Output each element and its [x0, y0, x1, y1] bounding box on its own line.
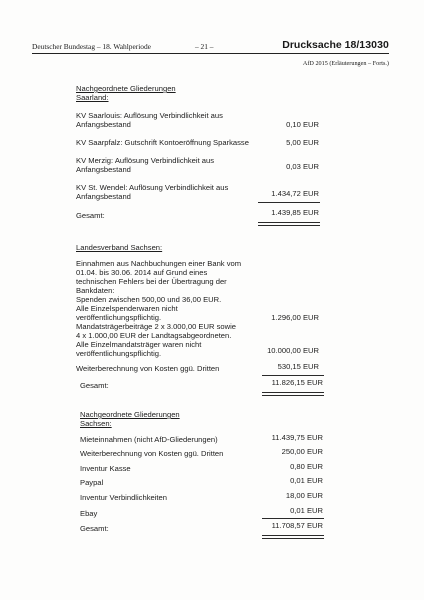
sachsen-lv-amount-1: 1.296,00 EUR: [271, 313, 319, 322]
sachsen-ng-item-6-label: Ebay: [80, 509, 98, 518]
sachsen-lv-text-6: Alle Einzelspenderwaren nicht: [76, 304, 178, 313]
sachsen-lv-heading: Landesverband Sachsen:: [76, 243, 163, 252]
document-number-value: 13030: [359, 39, 389, 51]
saarland-total-amount: 1.439,85 EUR: [271, 208, 319, 217]
sachsen-ng-heading: Nachgeordnete Gliederungen: [80, 410, 180, 419]
saarland-total-label: Gesamt:: [76, 211, 105, 220]
sachsen-ng-item-3-amount: 0,80 EUR: [290, 462, 323, 471]
sachsen-lv-text-5: Spenden zwischen 500,00 und 36,00 EUR.: [76, 295, 222, 304]
sachsen-lv-text-2: 01.04. bis 30.06. 2014 auf Grund eines: [76, 268, 208, 277]
sachsen-lv-text-10: Alle Einzelmandatsträger waren nicht: [76, 340, 202, 349]
saarland-total-double-rule: [258, 222, 320, 226]
sachsen-ng-total-double-rule: [262, 535, 324, 539]
sachsen-ng-item-1-label: Mieteinnahmen (nicht AfD-Gliederungen): [80, 435, 218, 444]
sachsen-lv-total-label: Gesamt:: [80, 381, 109, 390]
saarland-subheading: Saarland:: [76, 93, 109, 102]
saarland-item-3-line-2: Anfangsbestand: [76, 165, 131, 174]
saarland-item-4-line-2: Anfangsbestand: [76, 192, 131, 201]
sachsen-lv-sum-rule: [262, 375, 324, 376]
saarland-item-1-amount: 0,10 EUR: [286, 120, 319, 129]
saarland-heading: Nachgeordnete Gliederungen: [76, 84, 176, 93]
section-subheader: AfD 2015 (Erläuterungen – Forts.): [302, 60, 389, 67]
sachsen-lv-total-double-rule: [262, 392, 324, 396]
sachsen-lv-amount-2: 10.000,00 EUR: [267, 346, 319, 355]
sachsen-lv-text-1: Einnahmen aus Nachbuchungen einer Bank vom: [76, 259, 242, 268]
sachsen-ng-item-4-label: Paypal: [80, 478, 104, 487]
sachsen-ng-subheading: Sachsen:: [80, 419, 112, 428]
sachsen-ng-item-6-amount: 0,01 EUR: [290, 506, 323, 515]
document-number-prefix: Drucksache 18/: [282, 39, 360, 51]
sachsen-ng-item-5-label: Inventur Verbindlichkeiten: [80, 493, 167, 502]
sachsen-lv-text-7: veröffentlichungspflichtig.: [76, 313, 162, 322]
header-parliament: Deutscher Bundestag – 18. Wahlperiode: [32, 42, 151, 51]
saarland-item-4-amount: 1.434,72 EUR: [271, 189, 319, 198]
sachsen-ng-sum-rule: [262, 518, 324, 519]
saarland-item-4-line-1: KV St. Wendel: Auflösung Verbindlichkeit aus: [76, 183, 229, 192]
document-number: [282, 39, 389, 51]
saarland-item-3-amount: 0,03 EUR: [286, 162, 319, 171]
saarland-sum-rule: [258, 202, 320, 203]
sachsen-lv-text-3: technischen Fehlers bei der Übertragung der: [76, 277, 227, 286]
saarland-item-2-line-1: KV Saarpfalz: Gutschrift Kontoeröffnung Sparkasse: [76, 138, 249, 147]
sachsen-ng-item-4-amount: 0,01 EUR: [290, 476, 323, 485]
page-number: – 21 –: [195, 42, 214, 51]
sachsen-lv-text-8: Mandatsträgerbeiträge 2 x 3.000,00 EUR sowie: [76, 322, 236, 331]
sachsen-ng-item-3-label: Inventur Kasse: [80, 464, 131, 473]
header-rule: [32, 53, 389, 54]
sachsen-ng-item-1-amount: 11.439,75 EUR: [271, 433, 323, 442]
sachsen-lv-weiter-amount: 530,15 EUR: [277, 362, 319, 371]
sachsen-ng-item-2-amount: 250,00 EUR: [281, 447, 323, 456]
sachsen-lv-text-4: Bankdaten:: [76, 286, 115, 295]
sachsen-lv-total-amount: 11.826,15 EUR: [271, 378, 323, 387]
saarland-item-2-amount: 5,00 EUR: [286, 138, 319, 147]
sachsen-lv-text-11: veröffentlichungspflichtig.: [76, 349, 162, 358]
sachsen-ng-item-5-amount: 18,00 EUR: [285, 491, 323, 500]
sachsen-lv-weiter-label: Weiterberechnung von Kosten ggü. Dritten: [76, 364, 220, 373]
sachsen-lv-text-9: 4 x 1.000,00 EUR der Landtagsabgeordneten.: [76, 331, 232, 340]
saarland-item-3-line-1: KV Merzig: Auflösung Verbindlichkeit aus: [76, 156, 215, 165]
saarland-item-1-line-2: Anfangsbestand: [76, 120, 131, 129]
sachsen-ng-total-amount: 11.708,57 EUR: [271, 521, 323, 530]
sachsen-ng-item-2-label: Weiterberechnung von Kosten ggü. Dritten: [80, 449, 224, 458]
sachsen-ng-total-label: Gesamt:: [80, 524, 109, 533]
saarland-item-1-line-1: KV Saarlouis: Auflösung Verbindlichkeit aus: [76, 111, 223, 120]
